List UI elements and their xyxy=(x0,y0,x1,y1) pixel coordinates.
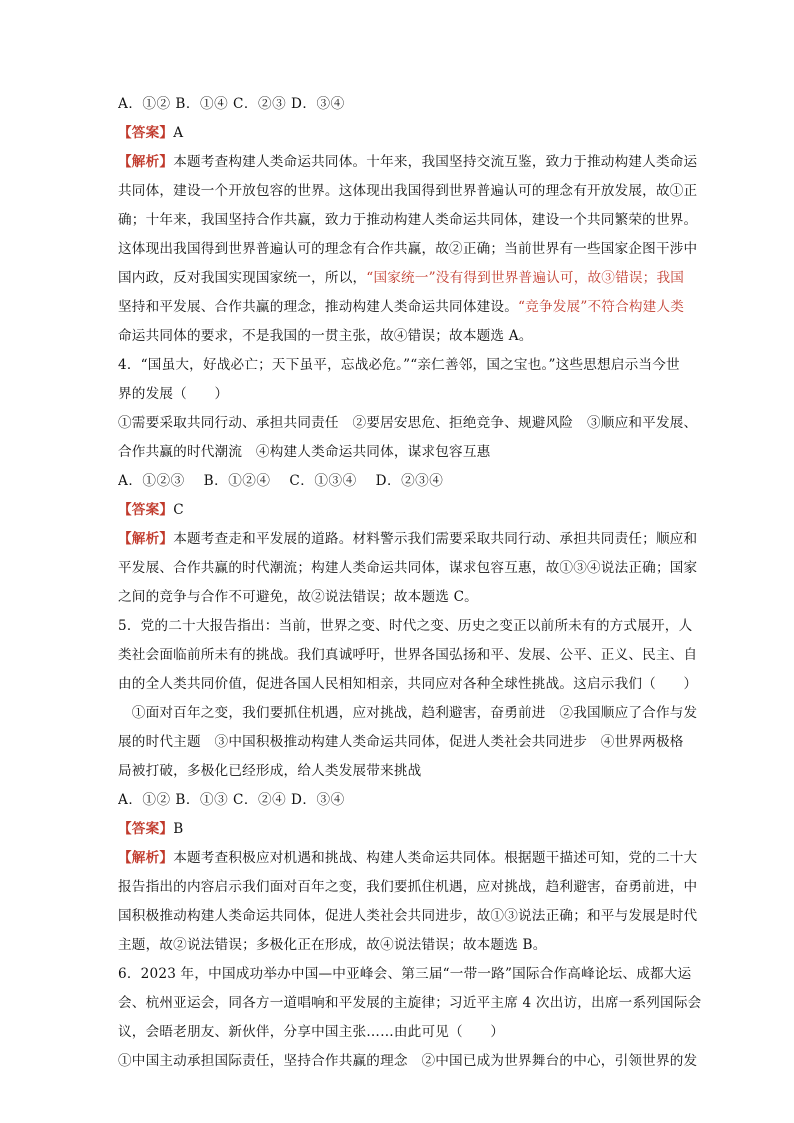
analysis-line xyxy=(118,554,706,583)
analysis-text: 国内政，反对我国实现国家统一，所以， xyxy=(118,270,367,286)
analysis-text: 命运共同体的要求，不是我国的一贯主张，故④错误；故本题选 A。 xyxy=(118,328,533,344)
analysis-line xyxy=(118,525,706,554)
analysis-text: 之间的竞争与合作不可避免，故②说法错误；故本题选 C。 xyxy=(118,589,478,605)
analysis-line xyxy=(118,177,706,206)
analysis-text: 本题考查构建人类命运共同体。十年来，我国坚持交流互鉴，致力于推动构建人类命运 xyxy=(173,154,698,170)
analysis-line xyxy=(118,264,706,293)
analysis-tag: 【解析】 xyxy=(118,531,174,547)
analysis-line xyxy=(118,583,706,612)
question-line xyxy=(118,409,706,438)
question-text: 由的全人类共同价值，促进各国人民相知相亲，共同应对各种全球性挑战。这启示我们（ ） xyxy=(118,676,698,692)
question-text: 展的时代主题 ③中国积极推动构建人类命运共同体，促进人类社会共同进步 ④世界两极格 xyxy=(118,734,684,750)
question-line xyxy=(118,438,706,467)
question-line xyxy=(118,757,706,786)
question-text: 6．2023 年，中国成功举办中国—中亚峰会、第三届“一带一路”国际合作高峰论坛、成都大运 xyxy=(118,966,692,982)
answer-options xyxy=(118,467,706,496)
analysis-text: 国积极推动构建人类命运共同体，促进人类社会共同进步，故①③说法正确；和平与发展是时代 xyxy=(118,908,698,924)
analysis-line xyxy=(118,235,706,264)
question-stem xyxy=(118,351,706,380)
answer-value: B xyxy=(173,821,184,837)
question-line xyxy=(118,1018,706,1047)
answer-line xyxy=(118,119,706,148)
answer-options xyxy=(118,786,706,815)
analysis-text: 主题，故②说法错误；多极化正在形成，故④说法错误；故本题选 B。 xyxy=(118,937,547,953)
answer-line xyxy=(118,496,706,525)
highlight-text: “国家统一”没有得到世界普遍认可，故③错误；我国 xyxy=(366,270,685,286)
analysis-line xyxy=(118,931,706,960)
analysis-line xyxy=(118,844,706,873)
analysis-line xyxy=(118,206,706,235)
question-text: 界的发展（ ） xyxy=(118,386,229,402)
question-line xyxy=(118,728,706,757)
answer-tag: 【答案】 xyxy=(118,125,174,141)
highlight-text: “竞争发展”不符合构建人类 xyxy=(518,299,685,315)
analysis-line xyxy=(118,293,706,322)
question-text: ①面对百年之变，我们要抓住机遇，应对挑战，趋利避害，奋勇前进 ②我国顺应了合作与发 xyxy=(118,705,698,721)
analysis-tag: 【解析】 xyxy=(118,154,174,170)
options-text: A．①② B．①④ C．②③ D．③④ xyxy=(118,96,345,112)
analysis-line xyxy=(118,902,706,931)
question-text: 类社会面临前所未有的挑战。我们真诚呼吁，世界各国弘扬和平、发展、公平、正义、民主、自 xyxy=(118,647,698,663)
analysis-text: 报告指出的内容启示我们面对百年之变，我们要抓住机遇，应对挑战，趋利避害，奋勇前进，中 xyxy=(118,879,698,895)
analysis-text: 共同体，建设一个开放包容的世界。这体现出我国得到世界普遍认可的理念有开放发展，故①正 xyxy=(118,183,698,199)
answer-tag: 【答案】 xyxy=(118,502,174,518)
answer-value: A xyxy=(173,125,184,141)
question-line xyxy=(118,699,706,728)
question-line xyxy=(118,989,706,1018)
question-line xyxy=(118,670,706,699)
question-text: ①需要采取共同行动、承担共同责任 ②要居安思危、拒绝竞争、规避风险 ③顺应和平发展、 xyxy=(118,415,698,431)
options-text: A．①② B．①③ C．②④ D．③④ xyxy=(118,792,345,808)
question-text: 会、杭州亚运会，同各方一道唱响和平发展的主旋律；习近平主席 4 次出访，出席一系列国际会 xyxy=(118,995,702,1011)
question-text: 5．党的二十大报告指出：当前，世界之变、时代之变、历史之变正以前所未有的方式展开，人 xyxy=(118,618,693,634)
analysis-text: 确；十年来，我国坚持合作共赢，致力于推动构建人类命运共同体，建设一个共同繁荣的世界。 xyxy=(118,212,698,228)
analysis-line xyxy=(118,322,706,351)
question-line xyxy=(118,380,706,409)
analysis-line xyxy=(118,148,706,177)
analysis-text: 这体现出我国得到世界普遍认可的理念有合作共赢，故②正确；当前世界有一些国家企图干涉中 xyxy=(118,241,698,257)
question-line xyxy=(118,1047,706,1076)
question-text: 局被打破，多极化已经形成，给人类发展带来挑战 xyxy=(118,763,422,779)
question-text: 议，会晤老朋友、新伙伴，分享中国主张……由此可见（ ） xyxy=(118,1024,505,1040)
analysis-tag: 【解析】 xyxy=(118,850,174,866)
analysis-text: 本题考查走和平发展的道路。材料警示我们需要采取共同行动、承担共同责任；顺应和 xyxy=(173,531,698,547)
analysis-line xyxy=(118,873,706,902)
analysis-text: 坚持和平发展、合作共赢的理念，推动构建人类命运共同体建设。 xyxy=(118,299,519,315)
question-stem xyxy=(118,960,706,989)
answer-tag: 【答案】 xyxy=(118,821,174,837)
question-text: 4．“国虽大，好战必亡；天下虽平，忘战必危。”“亲仁善邻，国之宝也。”这些思想启示当今世 xyxy=(118,357,680,373)
question-stem xyxy=(118,612,706,641)
question-line xyxy=(118,641,706,670)
question-text: 合作共赢的时代潮流 ④构建人类命运共同体，谋求包容互惠 xyxy=(118,444,491,460)
question-text: ①中国主动承担国际责任，坚持合作共赢的理念 ②中国已成为世界舞台的中心，引领世界的发 xyxy=(118,1053,698,1069)
analysis-text: 本题考查积极应对机遇和挑战、构建人类命运共同体。根据题干描述可知，党的二十大 xyxy=(173,850,698,866)
analysis-text: 平发展、合作共赢的时代潮流；构建人类命运共同体，谋求包容互惠，故①③④说法正确；国家 xyxy=(118,560,698,576)
answer-options xyxy=(118,90,706,119)
options-text: A．①②③ B．①②④ C．①③④ D．②③④ xyxy=(118,473,444,489)
answer-line xyxy=(118,815,706,844)
answer-value: C xyxy=(173,502,184,518)
